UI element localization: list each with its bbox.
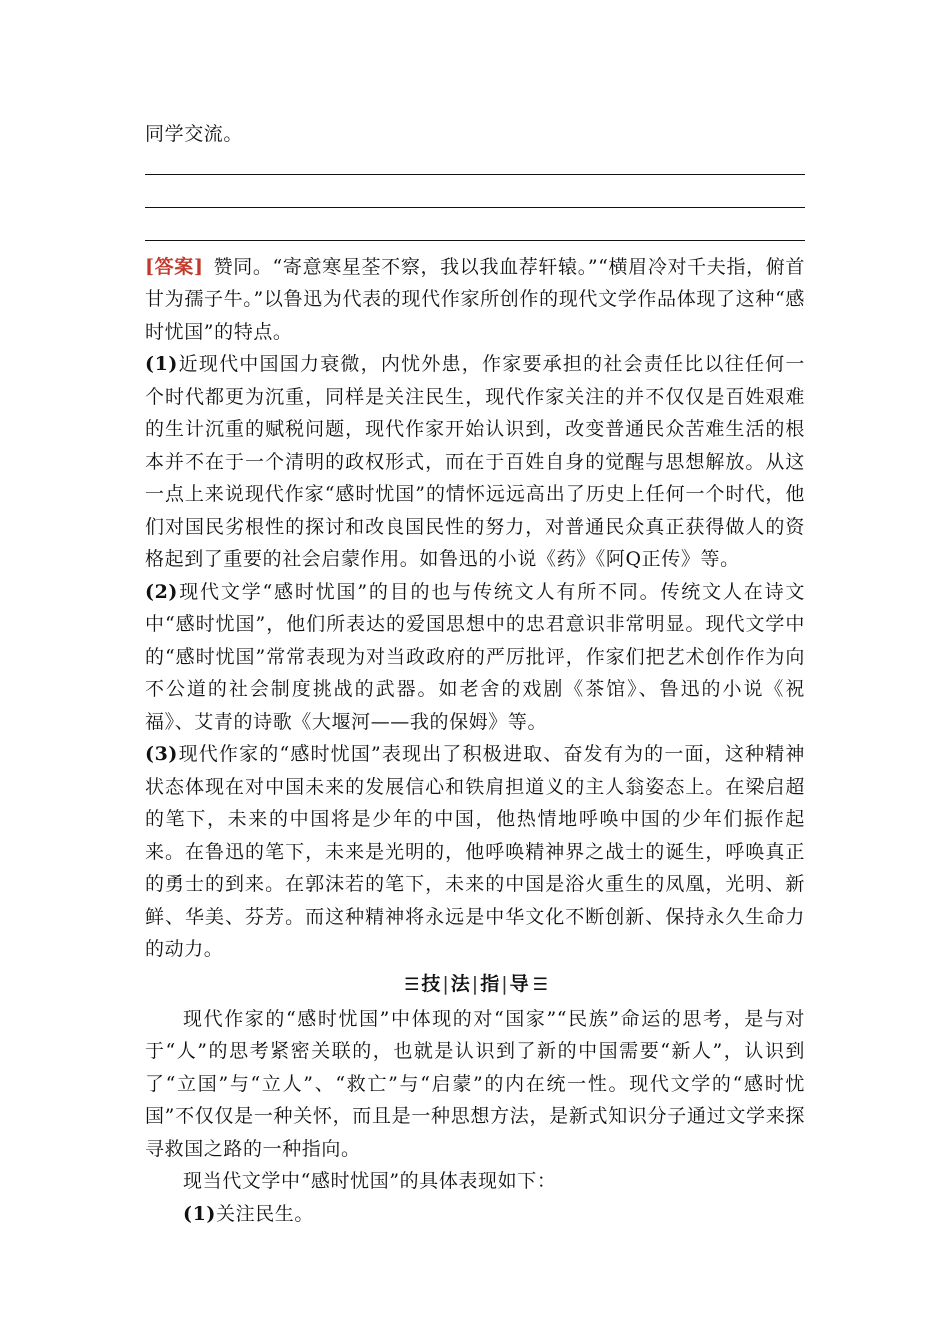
heading-char: 导 (509, 972, 529, 995)
intro-line: 同学交流。 (145, 123, 244, 145)
answer-opening-text: 赞同。“寄意寒星荃不察，我以我血荐轩辕。”“横眉冷对千夫指，俯首甘为孺子牛。”以鲁迅为代表的现代作家所创作的现代文学作品体现了这种“感时忧国”的特点。 (145, 255, 805, 343)
heading-separator: | (501, 972, 508, 995)
point-number: (1) (145, 353, 178, 375)
answer-label: [答案] (145, 255, 204, 278)
heading-separator: | (442, 972, 449, 995)
heading-char: 技 (421, 972, 441, 995)
answer-opening (145, 251, 805, 349)
guide-item-1 (145, 1198, 805, 1231)
answer-point-3 (145, 738, 805, 966)
point-text: 现代作家的“感时忧国”表现出了积极进取、奋发有为的一面，这种精神状态体现在对中国未来的发展信心和铁肩担道义的主人翁姿态上。在梁启超的笔下，未来的中国将是少年的中国，他热情地呼唤中国的少年们振作起来。在鲁迅的笔下，未来是光明的，他呼唤精神界之战士的诞生，呼唤真正的勇士的到来。在郭沫若的笔下，未来的中国是浴火重生的凤凰，光明、新鲜、华美、芬芳。而这种精神将永远是中华文化不断创新、保持永久生命力的动力。 (145, 743, 805, 960)
item-number: (1) (183, 1202, 216, 1225)
guide-paragraph: 现代作家的“感时忧国”中体现的对“国家”“民族”命运的思考，是与对于“人”的思考紧密关联的，也就是认识到了新的中国需要“新人”，认识到了“立国”与“立人”、“救亡”与“启蒙”的内在统一性。现代文学的“感时忧国”不仅仅是一种关怀，而且是一种思想方法，是新式知识分子通过文学来探寻救国之路的一种指向。 (145, 1007, 805, 1160)
item-text: 关注民生。 (216, 1202, 315, 1225)
heading-bars-left-icon: ☰ (404, 974, 418, 995)
point-number: (3) (145, 743, 178, 765)
point-number: (2) (145, 580, 178, 603)
answer-point-2 (145, 576, 805, 739)
answer-point-1 (145, 348, 805, 576)
heading-char: 法 (450, 972, 470, 995)
section-heading (145, 968, 805, 1001)
point-text: 现代文学“感时忧国”的目的也与传统文人有所不同。传统文人在诗文中“感时忧国”，他们所表达的爱国思想中的忠君意识非常明显。现代文学中的“感时忧国”常常表现为对当政政府的严厉批评，作家们把艺术创作作为向不公道的社会制度挑战的武器。如老舍的戏剧《茶馆》、鲁迅的小说《祝福》、艾青的诗歌《大堰河——我的保姆》等。 (145, 580, 805, 733)
heading-separator: | (471, 972, 479, 995)
heading-char: 指 (480, 972, 500, 995)
document-page (145, 118, 805, 1230)
guide-intro: 现当代文学中“感时忧国”的具体表现如下： (183, 1170, 557, 1192)
heading-bars-right-icon: ☰ (532, 974, 546, 995)
point-text: 近现代中国国力衰微，内忧外患，作家要承担的社会责任比以往任何一个时代都更为沉重，同样是关注民生，现代作家关注的并不仅仅是百姓艰难的生计沉重的赋税问题，现代作家开始认识到，改变普通民众苦难生活的根本并不在于一个清明的政权形式，而在于百姓自身的觉醒与思想解放。从这一点上来说现代作家“感时忧国”的情怀远远高出了历史上任何一个时代，他们对国民劣根性的探讨和改良国民性的努力，对普通民众真正获得做人的资格起到了重要的社会启蒙作用。如鲁迅的小说《药》《阿Q正传》等。 (145, 353, 805, 570)
